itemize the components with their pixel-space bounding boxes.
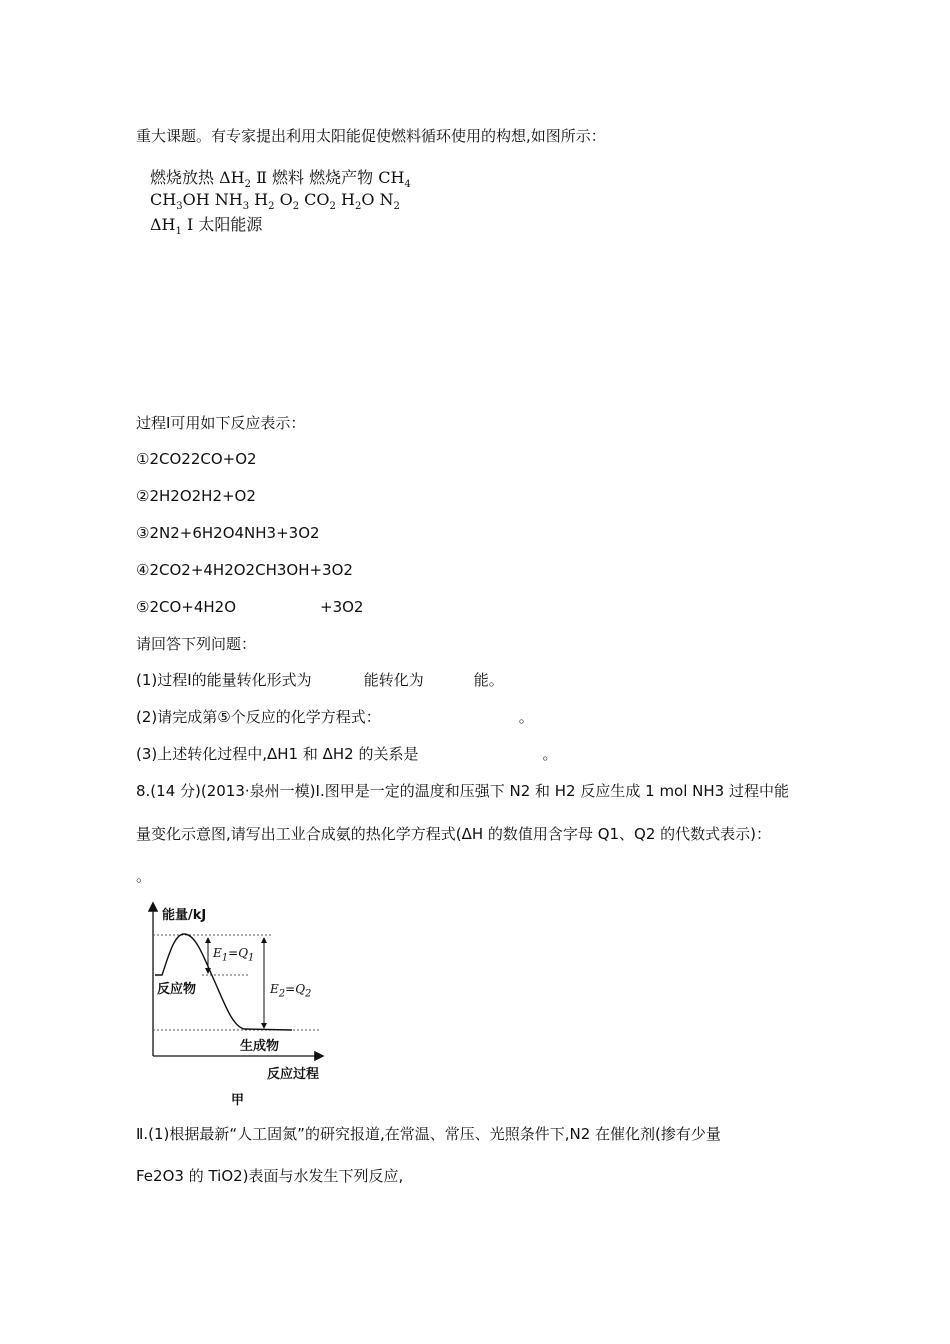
part-ii-line-1: Ⅱ.(1)根据最新“人工固氮”的研究报道,在常温、常压、光照条件下,N2 在催化剂(掺有少量 bbox=[136, 1125, 721, 1143]
fuel-cycle-diagram: 燃烧放热 $\Delta H_2$ Ⅱ 燃料 燃烧产物 $CH_4$ $CH_3OH$ $NH_3$ $H_2$ $O_2$ $CO_2$ $H_2O$ $N_2$ $\Delta H_1$ Ⅰ 太阳能源 bbox=[150, 168, 411, 238]
question-8-line-1: 8.(14 分)(2013·泉州一模)Ⅰ.图甲是一定的温度和压强下 N2 和 H2 反应生成 1 mol NH3 过程中能 bbox=[136, 782, 789, 800]
reaction-5-left: ⑤2CO+4H2O bbox=[136, 598, 237, 616]
product-label: 生成物 bbox=[240, 1039, 280, 1054]
question-2-a: (2)请完成第⑤个反应的化学方程式： bbox=[136, 708, 381, 726]
answer-prompt: 请回答下列问题： bbox=[136, 635, 257, 653]
process-intro: 过程Ⅰ可用如下反应表示： bbox=[136, 414, 306, 432]
question-1-a: (1)过程Ⅰ的能量转化形式为 bbox=[136, 671, 312, 689]
reactant-label: 反应物 bbox=[157, 982, 197, 997]
question-2 bbox=[136, 707, 534, 727]
reaction-2: ②2H2O2H2+O2 bbox=[136, 487, 256, 505]
question-8-line-2: 量变化示意图,请写出工业合成氨的热化学方程式(ΔH 的数值用含字母 Q1、Q2 的代数式表示)： bbox=[136, 825, 772, 843]
question-3-b: 。 bbox=[542, 745, 558, 763]
question-1-b: 能转化为 bbox=[363, 671, 424, 689]
reaction-4: ④2CO2+4H2O2CH3OH+3O2 bbox=[136, 561, 353, 579]
reaction-5-right: +3O2 bbox=[320, 598, 364, 616]
reaction-1: ①2CO22CO+O2 bbox=[136, 450, 257, 468]
question-2-b: 。 bbox=[518, 708, 534, 726]
question-3-a: (3)上述转化过程中,ΔH1 和 ΔH2 的关系是 bbox=[136, 745, 419, 763]
part-ii-line-2: Fe2O3 的 TiO2)表面与水发生下列反应, bbox=[136, 1167, 404, 1185]
e2-label: $E_2=Q_2$ bbox=[270, 982, 312, 1000]
question-3 bbox=[136, 744, 558, 764]
reaction-3: ③2N2+6H2O4NH3+3O2 bbox=[136, 524, 320, 542]
y-axis-label: 能量/kJ bbox=[162, 908, 207, 923]
question-1-c: 能。 bbox=[473, 671, 504, 689]
x-axis-label: 反应过程 bbox=[267, 1067, 320, 1082]
question-1 bbox=[136, 670, 504, 690]
diagram-caption: 甲 bbox=[231, 1093, 245, 1108]
intro-text: 重大课题。有专家提出利用太阳能促使燃料循环使用的构想,如图所示： bbox=[136, 127, 606, 145]
reaction-5 bbox=[136, 597, 363, 617]
energy-diagram bbox=[140, 898, 340, 1108]
e1-label: $E_1=Q_1$ bbox=[213, 946, 255, 964]
question-8-line-3: 。 bbox=[136, 867, 152, 885]
